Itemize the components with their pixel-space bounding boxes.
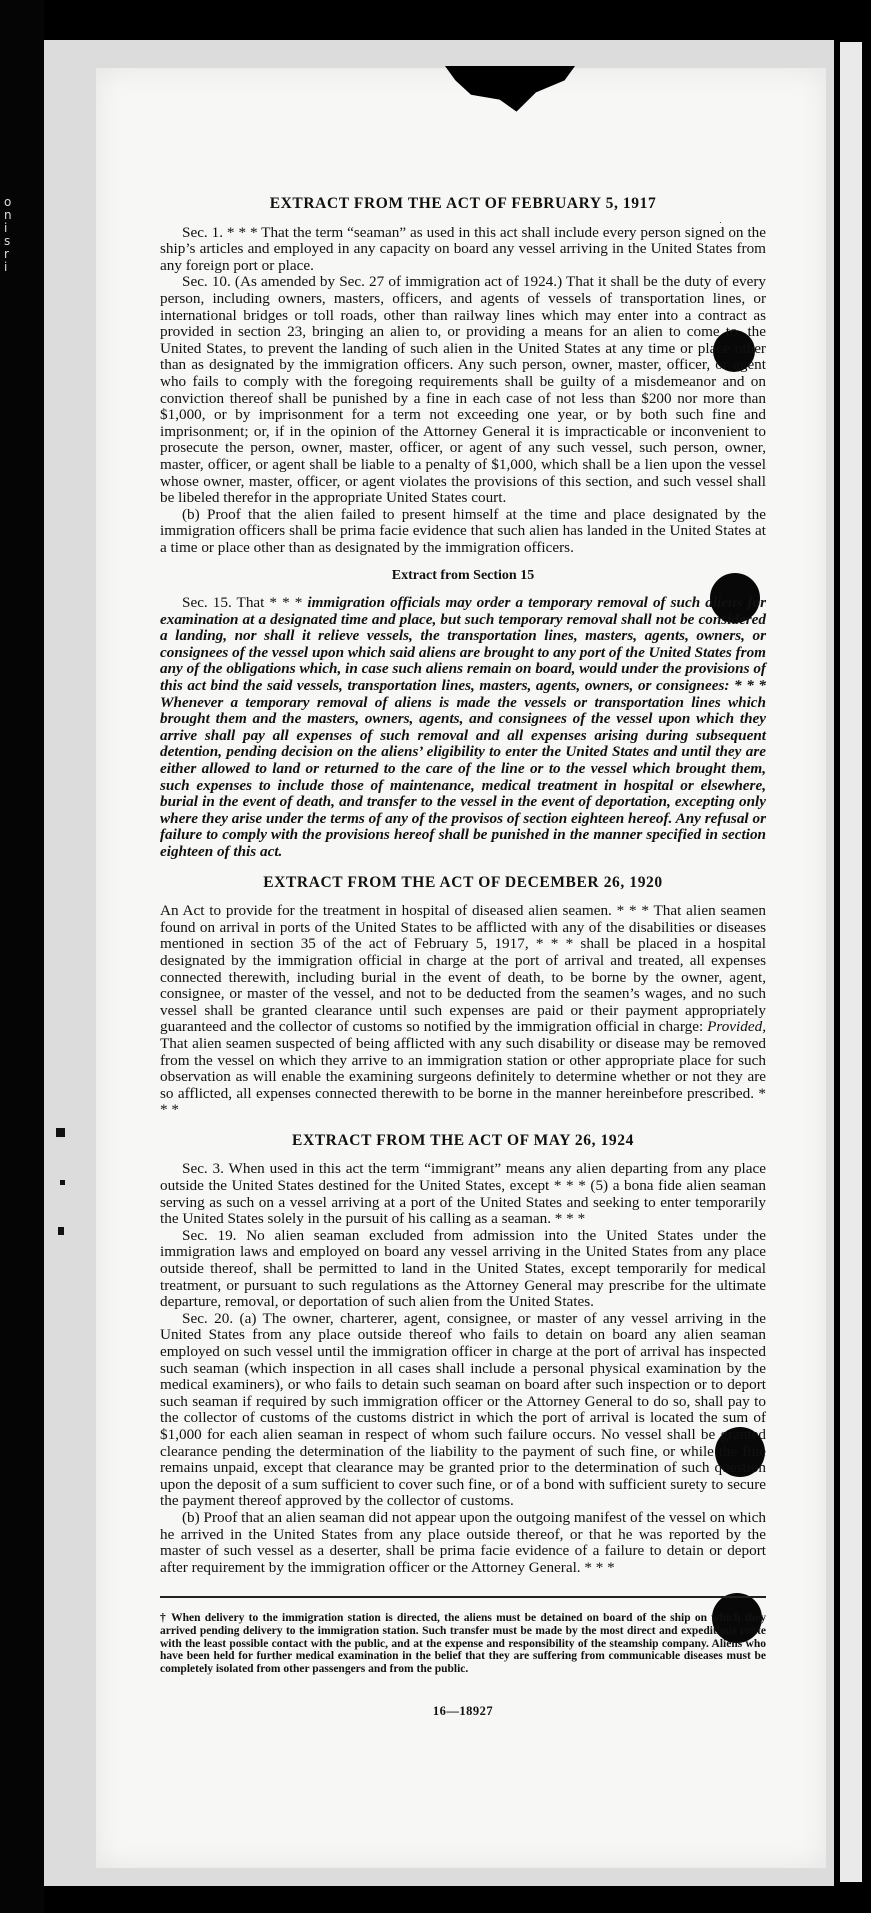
footnote: † When delivery to the immigration station is directed, the aliens must be detained on board of the ship on which they arrived pending delivery to the immigration station. Such transfer must be made by the most direct and expeditious route with the least possible contact with the public, and at the expense and responsibility of the steamship company. Aliens who have been held for further medical examination in the belief that they are suffering from communicable diseases must be completely isolated from other passengers and from the public. (160, 1612, 766, 1675)
act-1920-text (160, 903, 766, 1119)
form-number: 16—18927 (432, 1704, 494, 1719)
heading-section-15: Extract from Section 15 (391, 568, 535, 584)
section-15-body: immigration officials may order a temporary removal of such aliens for examination at a designated time and place, but such temporary removal shall not be considered a landing, nor shall it relieve vessels, the transportation lines, masters, agents, owners, or consignees of the vessel upon which said aliens are brought to any port of the United States from any of the obligations which, in case such aliens remain on board, would under the provisions of this act bind the said vessels, transportation lines, masters, agents, owners, or consignees: * * * Whenever a temporary removal of aliens is made the vessels or transportation lines which brought them and the masters, owners, agents, and consignees of the vessel upon which they arrive shall pay all expenses of such removal and all expenses arising during subsequent detention, pending decision on the aliens’ eligibility to enter the United States and until they are either allowed to land or returned to the care of the line or to the vessel which brought them, such expenses to include those of maintenance, medical treatment in hospital or elsewhere, burial in the event of death, and transfer to the vessel in the event of deportation, excepting only where they arise under the terms of any of the provisos of section eighteen hereof. Any refusal or failure to comply with the provisions hereof shall be punished in the manner specified in section eighteen of this act. (160, 594, 766, 860)
act-1924-sec20a: Sec. 20. (a) The owner, charterer, agent, consignee, or master of any vessel arriving in the United States from any place outside thereof who fails to detain on board any alien seaman employed on such vessel until the immigration officer in charge at the port of arrival has inspected such seaman (which inspection in all cases shall include a personal physical examination by the medical examiners), or who fails to detain such seaman on board after such inspection or to deport such seaman if required by such immigration officer or the Attorney General to do so, shall pay to the collector of customs of the customs district in which the port of arrival is located the sum of $1,000 for each alien seaman in respect of whom such failure occurs. No vessel shall be granted clearance pending the determination of the liability to the payment of such fine, or while the fine remains unpaid, except that clearance may be granted prior to the determination of such question upon the deposit of a sum sufficient to cover such fine, or of a bond with sufficient surety to secure the payment thereof approved by the collector of customs. (160, 1309, 766, 1510)
scan-speck (56, 1128, 65, 1137)
act-1924-sec20b: (b) Proof that an alien seaman did not appear upon the outgoing manifest of the vessel on which he arrived in the United States from any place outside thereof, or that he was reported by the master of such vessel as a deserter, shall be prima facie evidence of a failure to detain or deport after requirement by the immigration officer or the Attorney General. * * * (160, 1508, 766, 1576)
scan-left-edge (0, 0, 44, 1913)
margin-mark: i (4, 221, 8, 235)
act-1920-text-part2: That alien seamen suspected of being afflicted with any such disability or disease may be removed from the vessel on which they arrive to an immigration station or other appropriate place for such observation as will enable the examining surgeons definitely to determine whether or not they are so afflicted, all expenses connected therewith to be borne in the manner hereinbefore prescribed. * * * (160, 1034, 766, 1119)
margin-mark: i (4, 260, 8, 274)
heading-act-1917: EXTRACT FROM THE ACT OF FEBRUARY 5, 1917 (269, 195, 657, 212)
margin-mark: s (4, 234, 11, 248)
margin-marks (4, 196, 18, 274)
act-1924-sec19: Sec. 19. No alien seaman excluded from admission into the United States under the immigration laws and employed on board any vessel arriving in the United States from any place outside thereof, shall be permitted to land in the United States, except temporarily for medical treatment, or pursuant to such regulations as the Attorney General may prescribe for the ultimate departure, removal, or deportation of such alien from the United States. (160, 1226, 766, 1311)
scan-speck (58, 1227, 64, 1235)
heading-act-1920: EXTRACT FROM THE ACT OF DECEMBER 26, 1920 (263, 873, 663, 891)
act-1917-sec10b: (b) Proof that the alien failed to present himself at the time and place designated by the immigration officers shall be prima facie evidence that such alien has landed in the United States at a time or place other than as designated by the immigration officers. (160, 505, 766, 556)
scan-speck (60, 1180, 65, 1185)
margin-mark: r (4, 247, 9, 261)
document-content (160, 196, 766, 1720)
scan-right-edge (840, 42, 862, 1882)
act-1917-sec1: Sec. 1. * * * That the term “seaman” as used in this act shall include every person signed on the ship’s articles and employed in any capacity on board any vessel arriving in the United States from any foreign port or place. (160, 223, 766, 274)
act-1920-provided: Provided, (707, 1018, 766, 1036)
act-1924-sec3: Sec. 3. When used in this act the term “immigrant” means any alien departing from any place outside the United States destined for the United States, except * * * (5) a bona fide alien seaman serving as such on a vessel arriving at a port of the United States and seeking to enter temporarily the United States solely in the pursuit of his calling as a seaman. * * * (160, 1160, 766, 1228)
section-15-text (160, 595, 766, 861)
act-1917-sec10: Sec. 10. (As amended by Sec. 27 of immigration act of 1924.) That it shall be the duty of every person, including owners, masters, officers, and agents of vessels of transportation lines, or international bridges or toll roads, other than railway lines which may enter into a contract as provided in section 23, bringing an alien to, or providing a means for an alien to come to, the United States, to prevent the landing of such alien in the United States at any time or place other than as designated by the immigration officers. Any such person, owner, master, officer, or agent who fails to comply with the foregoing requirements shall be guilty of a misdemeanor and on conviction thereof shall be punished by a fine in each case of not less than $200 nor more than $1,000, or by imprisonment for a term not exceeding one year, or by both such fine and imprisonment; or, if in the opinion of the Attorney General it is impracticable or inconvenient to prosecute the person, owner, master, officer, or agent of any such vessel, such person, owner, master, officer, or agent shall be liable to a penalty of $1,000, which shall be a lien upon the vessel whose owner, master, officer, or agent violates the provisions of this section, and such vessel shall be libeled therefor in the appropriate United States court. (160, 273, 766, 507)
section-15-lead: Sec. 15. That * * * (182, 594, 308, 612)
heading-act-1924: EXTRACT FROM THE ACT OF MAY 26, 1924 (292, 1131, 634, 1149)
margin-mark: o (4, 195, 12, 209)
footnote-divider (160, 1596, 766, 1598)
act-1920-text-part1: An Act to provide for the treatment in hospital of diseased alien seamen. * * * That alien seamen found on arrival in ports of the United States to be afflicted with any of the disabilities or diseases mentioned in section 35 of the act of February 5, 1917, * * * shall be placed in a hospital designated by the immigration official in charge at the port of arrival and treated, all expenses connected therewith, including burial in the event of death, to be borne by the owner, agent, consignee, or master of the vessel, and not to be deducted from the seamen’s wages, and no such vessel shall be granted clearance until such expenses are paid or their payment appropriately guaranteed and the collector of customs so notified by the immigration official in charge: (160, 902, 766, 1036)
margin-mark: n (4, 208, 12, 222)
